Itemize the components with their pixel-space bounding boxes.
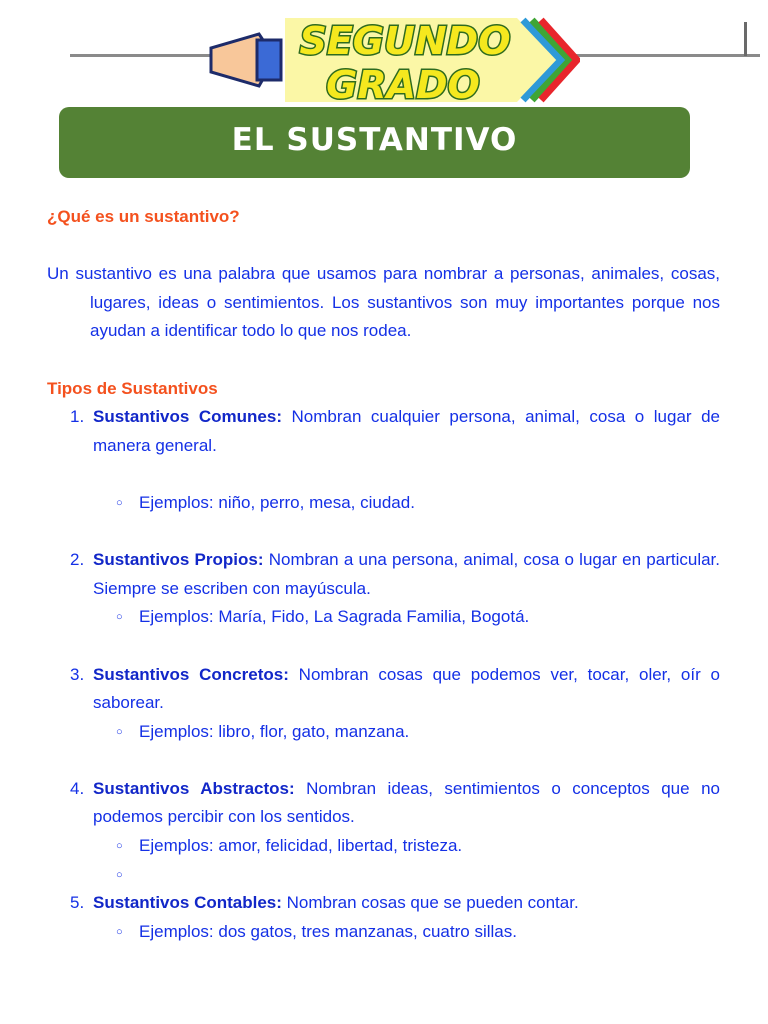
types-heading: Tipos de Sustantivos	[47, 378, 218, 398]
list-item	[47, 889, 720, 918]
example-item	[47, 832, 720, 861]
content	[47, 203, 720, 946]
logo-line-2: GRADO	[326, 63, 480, 106]
item-description: Nombran ideas, sentimientos o conceptos que no podemos percibir con los sentidos.	[93, 778, 720, 827]
item-number: 4.	[70, 778, 85, 798]
question-heading: ¿Qué es un sustantivo?	[47, 207, 240, 226]
example-item	[47, 489, 720, 518]
item-number: 1.	[70, 407, 85, 427]
item-description: Nombran a una persona, animal, cosa o lugar en particular. Siempre se escriben con mayúscula.	[93, 550, 720, 598]
item-term: Sustantivos Concretos:	[93, 664, 289, 684]
example-text: Ejemplos: amor, felicidad, libertad, tristeza.	[139, 836, 463, 856]
example-item	[47, 603, 720, 632]
item-term: Sustantivos Abstractos:	[93, 778, 295, 798]
item-description: Nombran cosas que se pueden contar.	[286, 893, 579, 913]
pencil-band-icon	[257, 40, 281, 80]
header-rule-tick	[744, 22, 747, 56]
example-text: Ejemplos: libro, flor, gato, manzana.	[139, 721, 410, 741]
header-rule-left	[70, 54, 220, 57]
item-number: 3.	[70, 664, 85, 684]
example-text: Ejemplos: niño, perro, mesa, ciudad.	[139, 492, 415, 512]
header-rule-right	[572, 54, 760, 57]
title-banner	[59, 107, 690, 178]
item-term: Sustantivos Propios:	[93, 550, 264, 570]
item-number: 2.	[70, 550, 85, 570]
list-item	[47, 546, 720, 603]
example-text: Ejemplos: María, Fido, La Sagrada Familia, Bogotá.	[139, 607, 530, 627]
page-title: EL SUSTANTIVO	[231, 121, 518, 158]
example-text: Ejemplos: dos gatos, tres manzanas, cuatro sillas.	[139, 921, 517, 941]
list-item	[47, 661, 720, 718]
list-item	[47, 403, 720, 460]
bullet-icon: ○	[116, 725, 123, 738]
item-description: Nombran cualquier persona, animal, cosa o lugar de manera general.	[93, 407, 720, 455]
bullet-icon: ○	[116, 925, 123, 938]
empty-example-item	[47, 861, 720, 890]
intro-paragraph: Un sustantivo es una palabra que usamos para nombrar a personas, animales, cosas, lugares, ideas o sentimientos. Los sustantivos son muy importantes porque nos ayudan a identificar todo lo que nos rodea.	[47, 264, 720, 341]
bullet-icon: ○	[116, 496, 123, 509]
example-item	[47, 718, 720, 747]
logo-line-1: SEGUNDO	[299, 19, 511, 63]
item-description: Nombran cosas que podemos ver, tocar, oler, oír o saborear.	[93, 664, 720, 713]
bullet-icon: ○	[116, 840, 123, 853]
segundo-grado-logo	[205, 14, 580, 106]
bullet-icon: ○	[116, 611, 123, 624]
item-term: Sustantivos Contables:	[93, 893, 282, 913]
item-number: 5.	[70, 893, 85, 913]
item-term: Sustantivos Comunes:	[93, 407, 282, 427]
example-item	[47, 918, 720, 947]
list-item	[47, 775, 720, 832]
bullet-icon: ○	[116, 868, 123, 881]
header	[0, 0, 768, 110]
